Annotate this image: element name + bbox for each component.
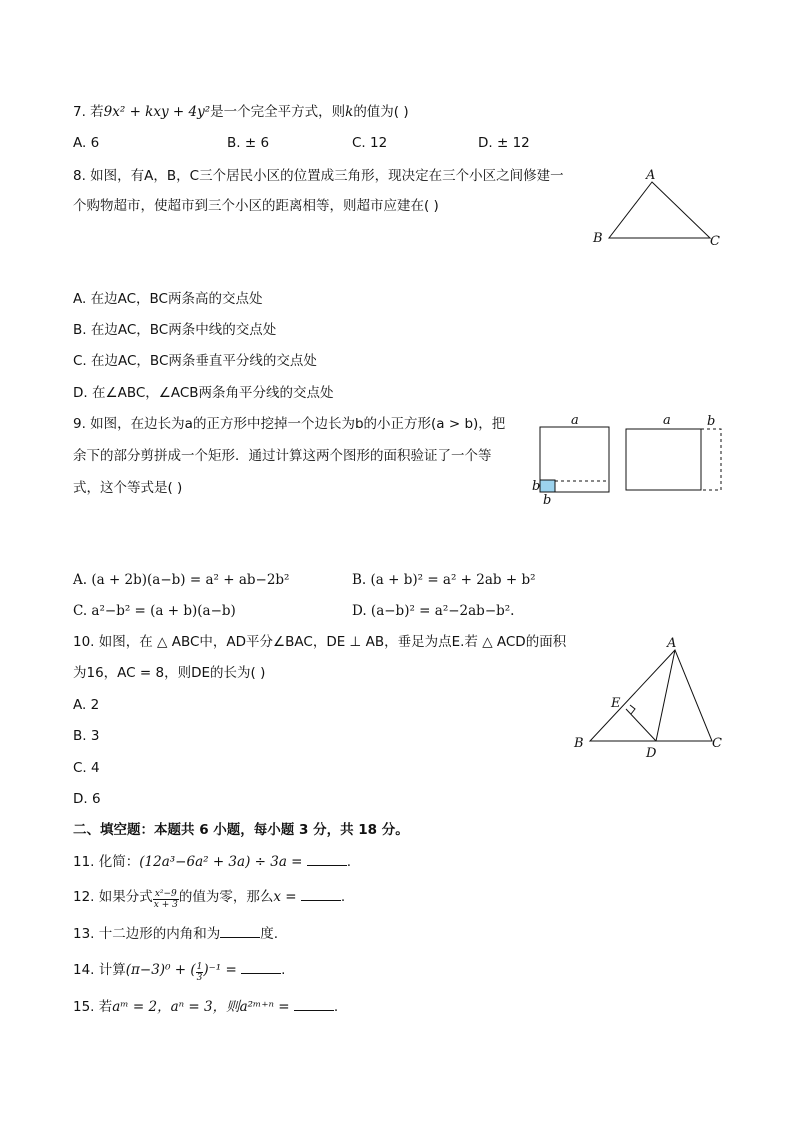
q9-option-c: C. a²−b² = (a + b)(a−b) <box>73 603 236 619</box>
q14-stem: 14. 计算(π−3)⁰ + ( $\frac{1}{3}$ )⁻¹ = . <box>73 962 286 983</box>
q11-stem: 11. 化简：(12a³−6a² + 3a) ÷ 3a = . <box>73 854 352 870</box>
q8-label-c: C <box>710 234 720 249</box>
q8-option-c: C. 在边AC，BC两条垂直平分线的交点处 <box>73 353 317 369</box>
q9-option-d: D. (a−b)² = a²−2ab−b². <box>352 603 515 619</box>
q10-triangle-figure <box>570 630 730 765</box>
q10-label-c: C <box>712 736 722 751</box>
q10-option-b: B. 3 <box>73 728 100 744</box>
q9-label-a-left: a <box>571 413 579 428</box>
q12-stem: 12. 如果分式 $\frac{\text{x²−9}}{x + 3}$ 的值为零，那么x = . <box>73 889 346 910</box>
q7-stem: 7. 若9x² + kxy + 4y²是一个完全平方式，则k的值为( ) <box>73 104 409 120</box>
q10-label-d: D <box>646 746 657 761</box>
q10-label-e: E <box>611 696 621 711</box>
q9-stem-line2: 余下的部分剪拼成一个矩形．通过计算这两个图形的面积验证了一个等 <box>73 448 492 464</box>
q8-label-a: A <box>646 168 656 183</box>
q11-answer-blank[interactable] <box>307 853 347 866</box>
q7-option-b: B. ± 6 <box>227 135 270 151</box>
q13-stem: 13. 十二边形的内角和为 度. <box>73 926 279 942</box>
q9-label-b-side: b <box>532 479 541 494</box>
q9-option-b: B. (a + b)² = a² + 2ab + b² <box>352 572 536 588</box>
q9-stem-line3: 式，这个等式是( ) <box>73 480 183 496</box>
q10-option-a: A. 2 <box>73 697 100 713</box>
q7-option-d: D. ± 12 <box>478 135 530 151</box>
q7-option-a: A. 6 <box>73 135 100 151</box>
q8-option-d: D. 在∠ABC，∠ACB两条角平分线的交点处 <box>73 385 334 401</box>
q14-answer-blank[interactable] <box>241 961 281 974</box>
q8-triangle-figure <box>585 160 735 255</box>
q9-label-a-right: a <box>663 413 671 428</box>
q9-squares-figure <box>528 410 728 510</box>
q10-option-c: C. 4 <box>73 760 100 776</box>
q15-stem: 15. 若aᵐ = 2，aⁿ = 3，则a²ᵐ⁺ⁿ = . <box>73 999 339 1015</box>
q8-stem-line1: 8. 如图，有A，B，C三个居民小区的位置成三角形，现决定在三个小区之间修建一 <box>73 168 564 184</box>
q9-label-b-right: b <box>707 414 716 429</box>
q8-option-a: A. 在边AC，BC两条高的交点处 <box>73 291 263 307</box>
q12-fraction: $\frac{\text{x²−9}}{x + 3}$ <box>153 889 178 910</box>
section-2-title: 二、填空题：本题共 6 小题，每小题 3 分，共 18 分。 <box>73 822 409 838</box>
q7-option-c: C. 12 <box>352 135 388 151</box>
q13-answer-blank[interactable] <box>220 925 260 938</box>
q8-label-b: B <box>593 231 603 246</box>
q15-answer-blank[interactable] <box>294 998 334 1011</box>
q10-label-b: B <box>574 736 584 751</box>
q10-label-a: A <box>667 636 677 651</box>
q8-option-b: B. 在边AC，BC两条中线的交点处 <box>73 322 277 338</box>
q10-stem-line1: 10. 如图，在 △ ABC中，AD平分∠BAC，DE ⊥ AB，垂足为点E.若 △ ACD的面积 <box>73 634 567 650</box>
q9-label-b-bottom: b <box>543 493 552 508</box>
q10-option-d: D. 6 <box>73 791 101 807</box>
q14-fraction: $\frac{1}{3}$ <box>196 962 203 983</box>
q9-stem-line1: 9. 如图，在边长为a的正方形中挖掉一个边长为b的小正方形(a > b)，把 <box>73 416 506 432</box>
q8-stem-line2: 个购物超市，使超市到三个小区的距离相等，则超市应建在( ) <box>73 198 439 214</box>
q12-answer-blank[interactable] <box>301 888 341 901</box>
q10-stem-line2: 为16，AC = 8，则DE的长为( ) <box>73 665 266 681</box>
q9-option-a: A. (a + 2b)(a−b) = a² + ab−2b² <box>73 572 290 588</box>
